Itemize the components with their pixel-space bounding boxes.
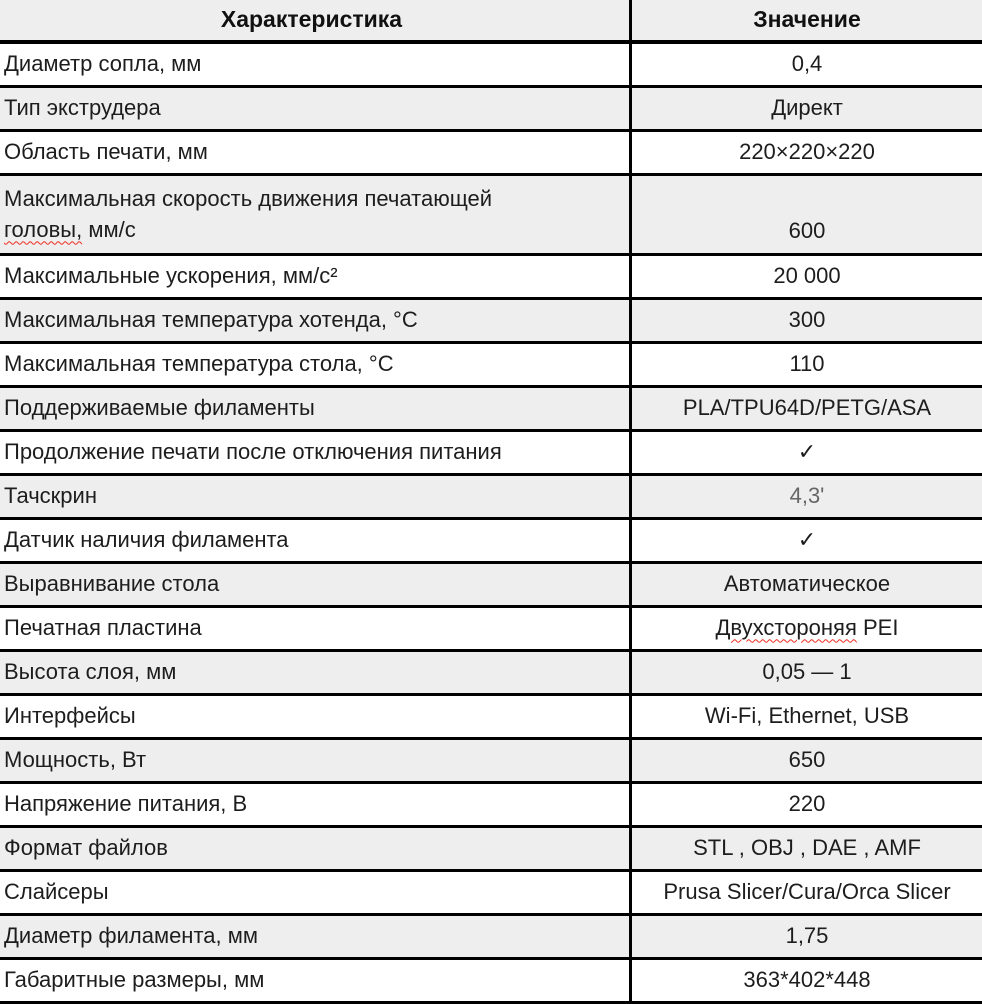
spec-row (0, 432, 982, 476)
spec-value: Prusa Slicer/Cura/Orca Slicer (663, 878, 951, 904)
spec-value-cell (629, 696, 982, 737)
spec-label: Тип экструдера (4, 95, 161, 120)
spec-row (0, 176, 982, 256)
spec-value: 363*402*448 (743, 966, 871, 992)
checkmark-icon: ✓ (797, 526, 817, 552)
checkmark-icon: ✓ (797, 438, 817, 464)
spec-value: 650 (788, 746, 826, 772)
spec-label-cell (0, 916, 629, 957)
spec-label-cell (0, 176, 629, 253)
spec-label-cell (0, 256, 629, 297)
spec-value-cell (629, 388, 982, 429)
spec-label: Поддерживаемые филаменты (4, 395, 315, 420)
spec-value-cell (629, 652, 982, 693)
spec-value-cell (629, 88, 982, 129)
spec-value-cell (629, 476, 982, 517)
table-header-row (0, 0, 982, 44)
spec-value: 220 (788, 790, 826, 816)
spec-value-cell (629, 872, 982, 913)
spec-label-cell (0, 132, 629, 173)
spec-label: Максимальная температура хотенда, °С (4, 307, 418, 332)
spec-label-cell (0, 388, 629, 429)
spec-row (0, 44, 982, 88)
spec-row (0, 960, 982, 1004)
spec-row (0, 256, 982, 300)
spec-value: PLA/TPU64D/PETG/ASA (682, 394, 932, 420)
spec-value-cell (629, 300, 982, 341)
spec-label: Максимальная температура стола, °С (4, 351, 394, 376)
spec-label-cell (0, 44, 629, 85)
spec-label-cell (0, 300, 629, 341)
spec-label: Формат файлов (4, 835, 168, 860)
spec-row (0, 652, 982, 696)
spec-label: Продолжение печати после отключения питания (4, 439, 502, 464)
spellcheck-underlined-word: Двухстороняя (715, 614, 857, 640)
spec-value-cell (629, 916, 982, 957)
spec-label-cell (0, 696, 629, 737)
spec-value-cell (629, 828, 982, 869)
spec-value-cell (629, 740, 982, 781)
spec-label-cell (0, 740, 629, 781)
spec-value: STL , OBJ , DAE , AMF (693, 834, 921, 860)
spec-value-cell (629, 344, 982, 385)
spec-label: Интерфейсы (4, 703, 136, 728)
spec-label-cell (0, 476, 629, 517)
spec-value: 110 (789, 350, 825, 376)
spec-value-cell (629, 176, 982, 253)
spec-row (0, 88, 982, 132)
spec-row (0, 916, 982, 960)
spec-label: Тачскрин (4, 483, 97, 508)
spec-label: Датчик наличия филамента (4, 527, 289, 552)
spec-row (0, 828, 982, 872)
spec-value: 1,75 (785, 922, 829, 948)
spec-value: Wi-Fi, Ethernet, USB (704, 702, 910, 728)
spec-label: Печатная пластина (4, 615, 202, 640)
spec-value-cell (629, 132, 982, 173)
spec-value-cell (629, 520, 982, 561)
spec-value: 220×220×220 (739, 138, 875, 164)
spec-label: Максимальные ускорения, мм/с² (4, 263, 338, 288)
spec-label: Напряжение питания, В (4, 791, 248, 816)
spec-label-cell (0, 432, 629, 473)
spec-value: Директ (771, 94, 843, 120)
spec-label-cell (0, 872, 629, 913)
column-header-characteristic: Характеристика (220, 5, 403, 32)
spec-row (0, 608, 982, 652)
spec-label: Мощность, Вт (4, 747, 147, 772)
spec-label: Диаметр сопла, мм (4, 51, 202, 76)
spec-value: 20 000 (773, 262, 841, 288)
spec-row (0, 564, 982, 608)
spec-value-cell (629, 960, 982, 1001)
spec-value: 4,3' (789, 482, 825, 508)
spec-value: 0,4 (791, 50, 823, 76)
spec-label-cell (0, 564, 629, 605)
spec-value-cell (629, 608, 982, 649)
spec-label: Область печати, мм (4, 139, 208, 164)
spec-row (0, 388, 982, 432)
spec-label: Максимальная скорость движения печатающей головы, мм/с (4, 185, 493, 242)
spec-value: 300 (788, 306, 826, 332)
spec-value: 600 (788, 218, 826, 243)
spec-label-cell (0, 960, 629, 1001)
spec-value-cell (629, 432, 982, 473)
spec-label-cell (0, 344, 629, 385)
spec-row (0, 696, 982, 740)
spellcheck-underlined-word: головы, (4, 216, 83, 242)
spec-label: Габаритные размеры, мм (4, 967, 265, 992)
spec-row (0, 300, 982, 344)
spec-label-cell (0, 784, 629, 825)
spec-label-cell (0, 520, 629, 561)
spec-row (0, 132, 982, 176)
spec-value: Двухстороняя PEI (715, 614, 899, 640)
spec-value-cell (629, 784, 982, 825)
spec-value-cell (629, 44, 982, 85)
spec-label-cell (0, 88, 629, 129)
spec-row (0, 872, 982, 916)
spec-label: Диаметр филамента, мм (4, 923, 258, 948)
spec-label: Слайсеры (4, 879, 109, 904)
spec-label: Высота слоя, мм (4, 659, 177, 684)
spec-value-cell (629, 564, 982, 605)
spec-value: Автоматическое (723, 570, 891, 596)
spec-label-cell (0, 608, 629, 649)
spec-row (0, 520, 982, 564)
column-header-value: Значение (629, 0, 982, 40)
spec-row (0, 784, 982, 828)
spec-row (0, 740, 982, 784)
spec-value-cell (629, 256, 982, 297)
spec-label-cell (0, 652, 629, 693)
spec-row (0, 344, 982, 388)
spec-label-cell (0, 828, 629, 869)
spec-value: 0,05 — 1 (762, 658, 852, 684)
spec-row (0, 476, 982, 520)
spec-label: Выравнивание стола (4, 571, 220, 596)
